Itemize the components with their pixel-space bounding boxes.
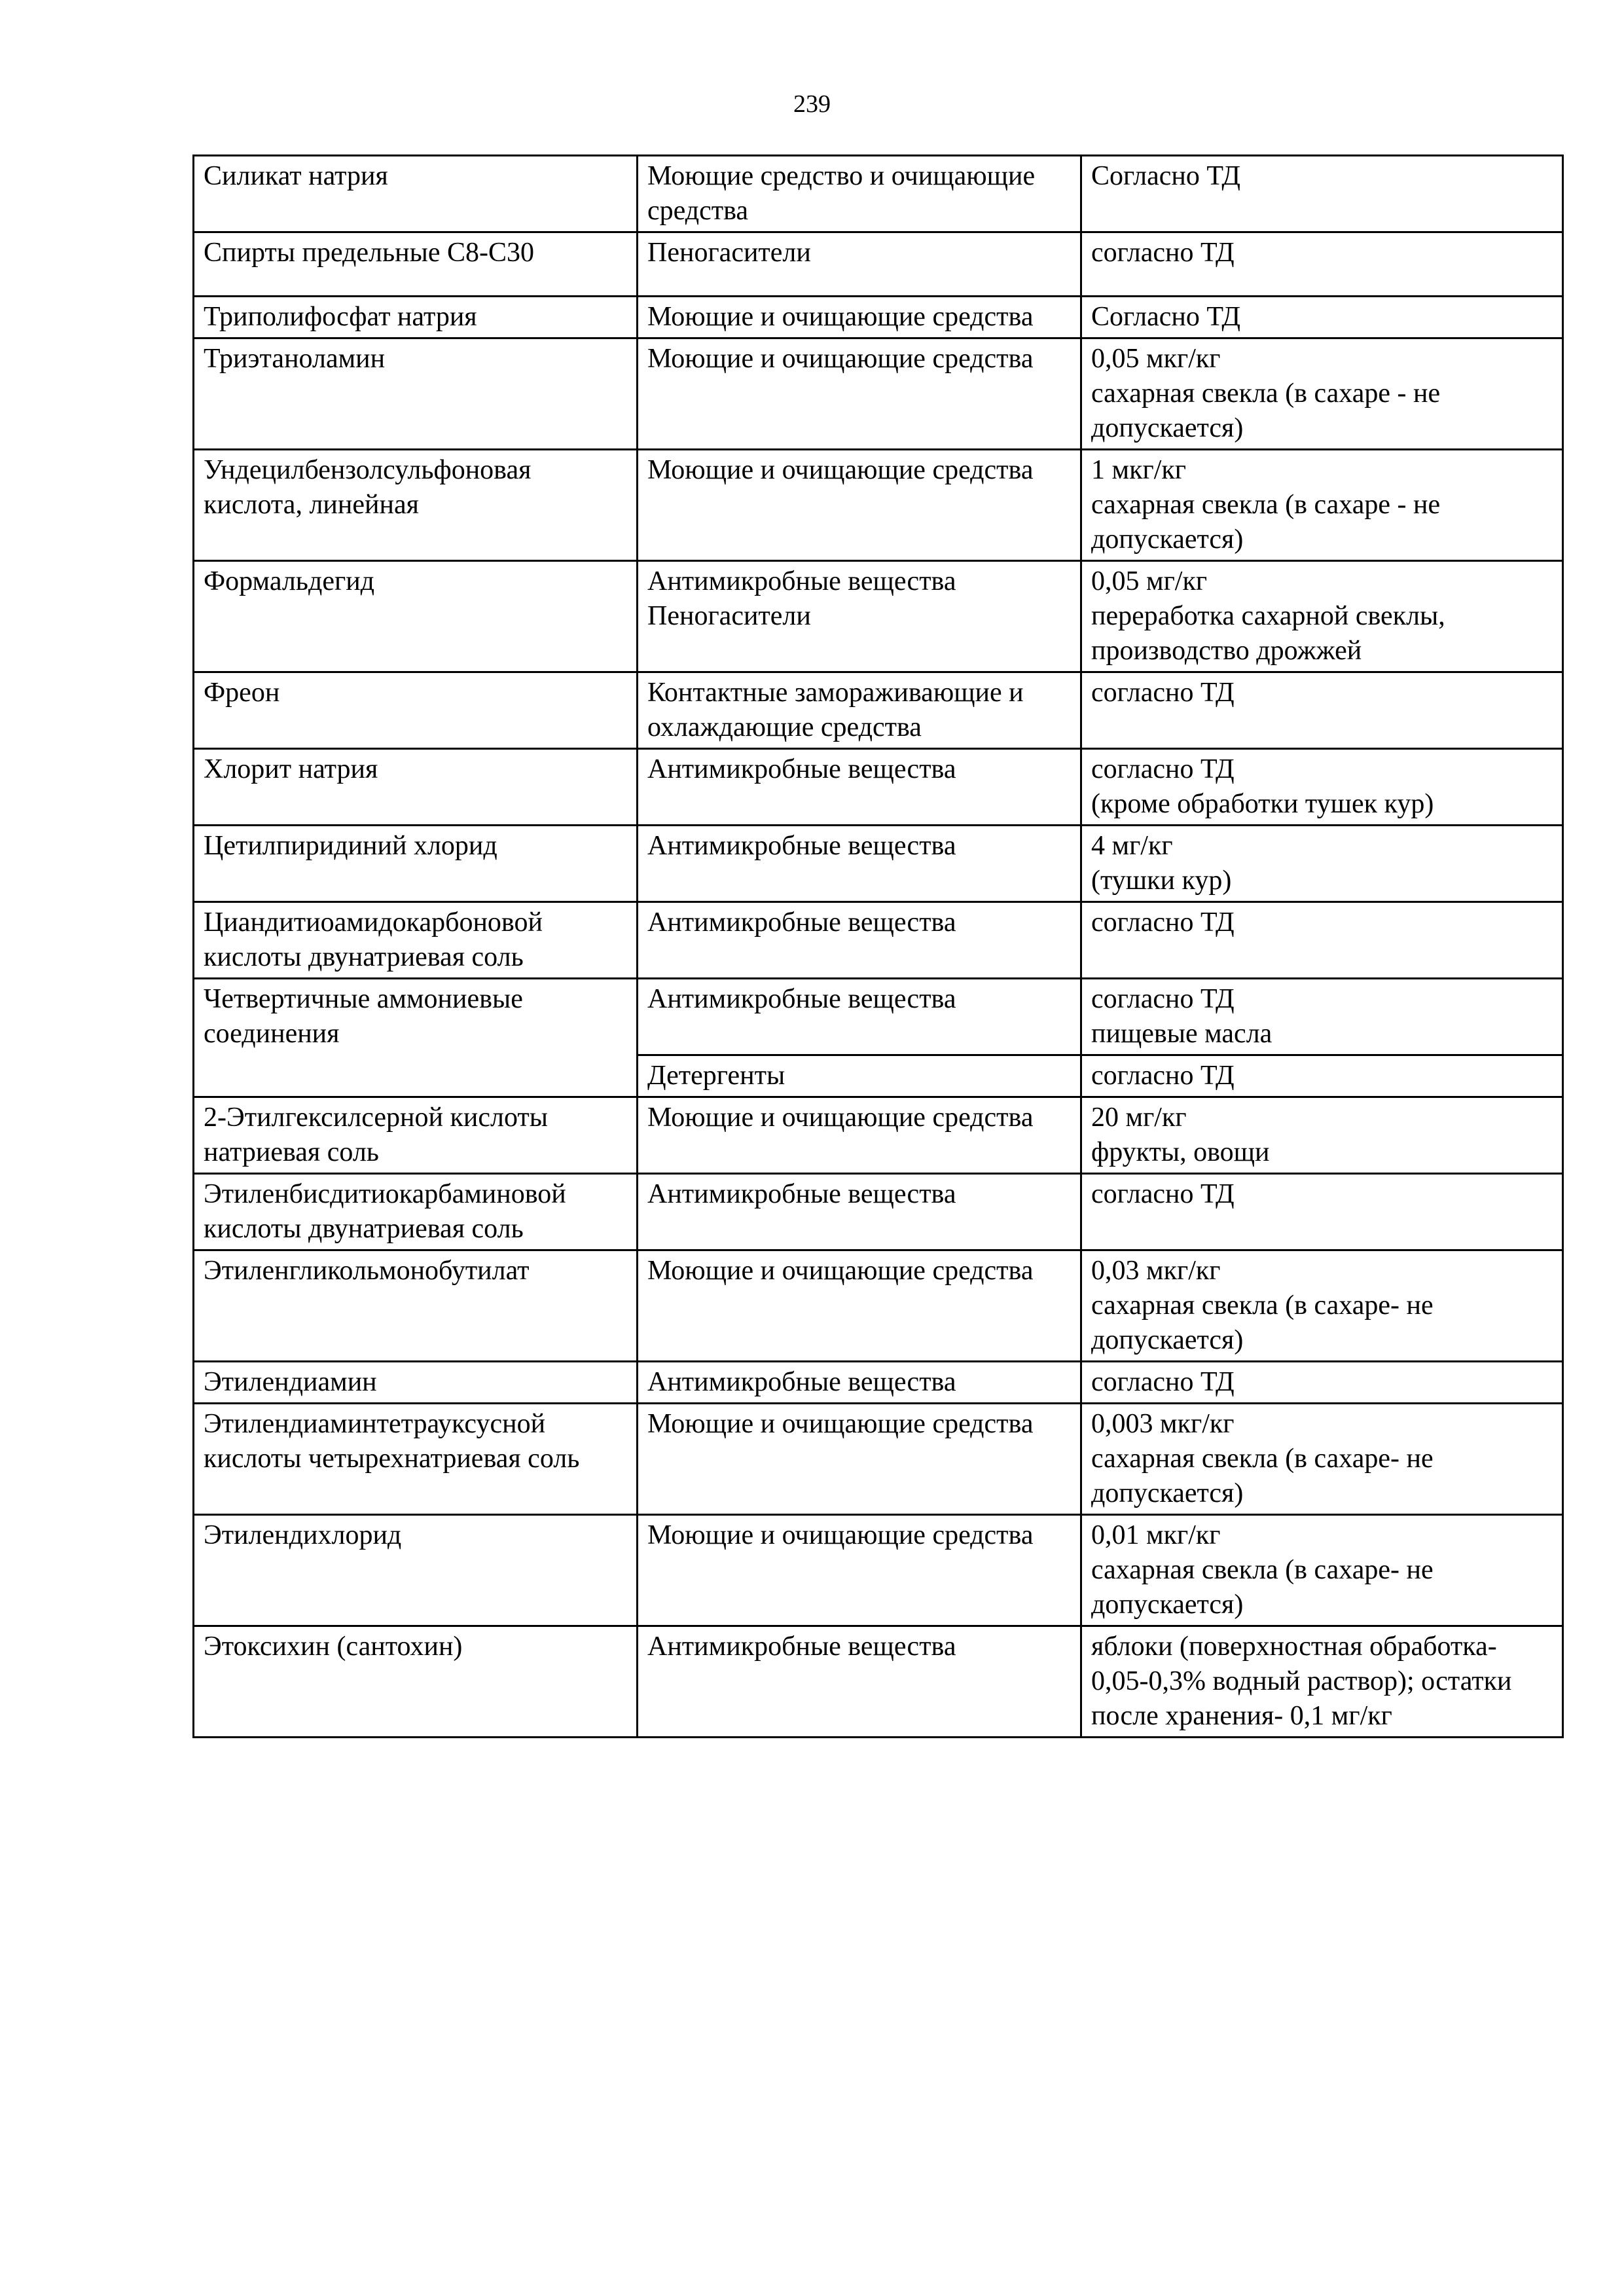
table-row [194,156,1563,232]
substance-cell: Этоксихин (сантохин) [194,1626,638,1738]
substances-table [192,155,1564,1738]
table-row [194,297,1563,338]
limit-cell: согласно ТД (кроме обработки тушек кур) [1081,749,1563,826]
purpose-cell: Моющие и очищающие средства [638,297,1081,338]
purpose-cell: Контактные замораживающие и охлаждающие средства [638,672,1081,749]
purpose-cell: Антимикробные вещества [638,1362,1081,1404]
table-row [194,1250,1563,1362]
purpose-cell: Моющие средство и очищающие средства [638,156,1081,232]
table-row [194,1097,1563,1174]
table-row [194,1515,1563,1626]
limit-cell: 0,05 мкг/кг сахарная свекла (в сахаре - не допускается) [1081,338,1563,450]
substance-cell: Силикат натрия [194,156,638,232]
table-row [194,902,1563,979]
limit-cell: согласно ТД [1081,232,1563,297]
purpose-cell: Пеногасители [638,232,1081,297]
purpose-cell: Антимикробные вещества [638,1174,1081,1250]
substance-cell: Фреон [194,672,638,749]
substance-cell: Триэтаноламин [194,338,638,450]
limit-cell: 0,01 мкг/кг сахарная свекла (в сахаре- не допускается) [1081,1515,1563,1626]
substance-cell: Формальдегид [194,561,638,672]
table-row [194,1626,1563,1738]
table-row [194,338,1563,450]
table-row [194,561,1563,672]
purpose-cell: Моющие и очищающие средства [638,1404,1081,1515]
substance-cell: Этилендиамин [194,1362,638,1404]
purpose-cell: Моющие и очищающие средства [638,1097,1081,1174]
purpose-cell: Моющие и очищающие средства [638,450,1081,561]
limit-cell: 0,003 мкг/кг сахарная свекла (в сахаре- не допускается) [1081,1404,1563,1515]
purpose-cell: Антимикробные вещества [638,826,1081,902]
substance-cell: Этилендихлорид [194,1515,638,1626]
limit-cell: Согласно ТД [1081,297,1563,338]
purpose-cell: Моющие и очищающие средства [638,1250,1081,1362]
limit-cell: 20 мг/кг фрукты, овощи [1081,1097,1563,1174]
page-number: 239 [793,90,831,118]
table-row [194,749,1563,826]
limit-cell: согласно ТД [1081,1174,1563,1250]
limit-cell: Согласно ТД [1081,156,1563,232]
substance-cell: Спирты предельные С8-С30 [194,232,638,297]
purpose-cell: Антимикробные вещества [638,1626,1081,1738]
substance-cell: Триполифосфат натрия [194,297,638,338]
purpose-cell: Детергенты [638,1055,1081,1097]
limit-cell: 0,03 мкг/кг сахарная свекла (в сахаре- не допускается) [1081,1250,1563,1362]
purpose-cell: Антимикробные вещества Пеногасители [638,561,1081,672]
purpose-cell: Антимикробные вещества [638,902,1081,979]
table-row [194,672,1563,749]
limit-cell: согласно ТД [1081,1362,1563,1404]
table-row [194,232,1563,297]
substance-cell: Хлорит натрия [194,749,638,826]
table-row [194,450,1563,561]
limit-cell: согласно ТД [1081,672,1563,749]
substance-cell: Четвертичные аммониевые соединения [194,979,638,1097]
substance-cell: Этилендиаминтетрауксусной кислоты четырехнатриевая соль [194,1404,638,1515]
table-row [194,979,1563,1055]
substance-cell: Этиленгликольмонобутилат [194,1250,638,1362]
limit-cell: 0,05 мг/кг переработка сахарной свеклы, производство дрожжей [1081,561,1563,672]
substance-cell: Этиленбисдитиокарбаминовой кислоты двунатриевая соль [194,1174,638,1250]
substance-cell: Циандитиоамидокарбоновой кислоты двунатриевая соль [194,902,638,979]
limit-cell: согласно ТД [1081,902,1563,979]
limit-cell: согласно ТД [1081,1055,1563,1097]
purpose-cell: Моющие и очищающие средства [638,338,1081,450]
substance-cell: Цетилпиридиний хлорид [194,826,638,902]
purpose-cell: Антимикробные вещества [638,979,1081,1055]
table-row [194,1362,1563,1404]
limit-cell: согласно ТД пищевые масла [1081,979,1563,1055]
limit-cell: 4 мг/кг (тушки кур) [1081,826,1563,902]
purpose-cell: Моющие и очищающие средства [638,1515,1081,1626]
limit-cell: яблоки (поверхностная обработка- 0,05-0,3% водный раствор); остатки после хранения- 0,1 мг/кг [1081,1626,1563,1738]
table-row [194,1174,1563,1250]
purpose-cell: Антимикробные вещества [638,749,1081,826]
limit-cell: 1 мкг/кг сахарная свекла (в сахаре - не допускается) [1081,450,1563,561]
substance-cell: Ундецилбензолсульфоновая кислота, линейная [194,450,638,561]
table-row [194,1404,1563,1515]
table-row [194,826,1563,902]
substance-cell: 2-Этилгексилсерной кислоты натриевая соль [194,1097,638,1174]
